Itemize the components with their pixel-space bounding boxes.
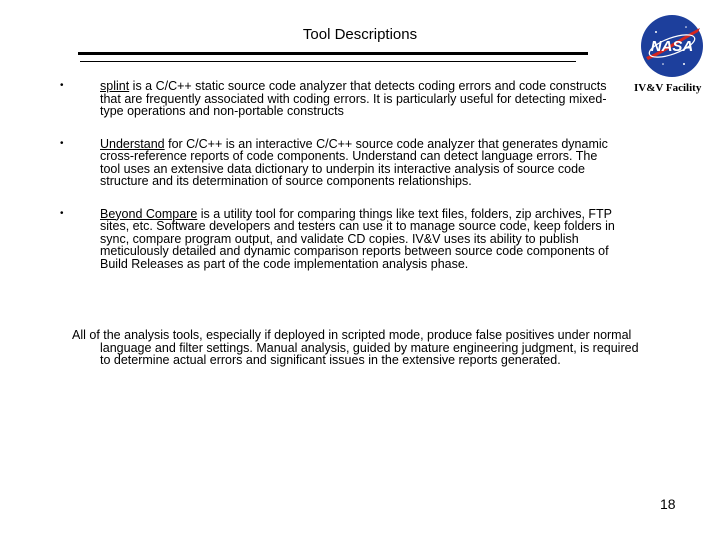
bullet-understand bbox=[60, 138, 620, 188]
bullet-text: is a C/C++ static source code analyzer that detects coding errors and code constructs that are frequently associated with coding errors. It is particularly useful for detecting mixed-type operations and non-portable constructs bbox=[100, 79, 607, 118]
tool-bullet-list bbox=[60, 80, 620, 290]
nasa-logo-text: NASA bbox=[650, 38, 694, 55]
link-beyond-compare[interactable]: Beyond Compare bbox=[100, 206, 198, 221]
bullet-marker: • bbox=[60, 207, 64, 219]
title-rule-thick bbox=[78, 52, 588, 55]
summary-paragraph: All of the analysis tools, especially if deployed in scripted mode, produce false positives under normal language and filter settings. Manual analysis, guided by mature engineering judgment, is required to determine actual errors and significant issues in the extensive reports generated. bbox=[72, 328, 639, 367]
bullet-marker: • bbox=[60, 137, 64, 149]
facility-label: IV&V Facility bbox=[634, 82, 702, 94]
bullet-text: is a utility tool for comparing things like text files, folders, zip archives, FTP sites, etc. Software developers and testers can use it to manage source code, keep folders in sync, compare program output, and validate CD copies. IV&V uses its ability to publish meticulously detailed and dynamic comparison reports between source code components of Build Releases as part of the code implementation analysis phase. bbox=[100, 206, 615, 271]
bullet-text: for C/C++ is an interactive C/C++ source code analyzer that generates dynamic cross-reference reports of code components. Understand can detect language errors. The tool uses an extensive data dictionary to underpin its interactive analysis of source code structure and its determination of source components relationships. bbox=[100, 136, 608, 188]
link-splint[interactable]: splint bbox=[100, 79, 130, 93]
bullet-beyond-compare bbox=[60, 208, 620, 271]
title-rule-thin bbox=[80, 61, 576, 62]
slide-title: Tool Descriptions bbox=[302, 26, 418, 43]
bullet-splint bbox=[60, 80, 620, 118]
bullet-marker: • bbox=[60, 80, 64, 91]
link-understand[interactable]: Understand bbox=[100, 136, 165, 151]
nasa-logo bbox=[636, 12, 708, 80]
page-number: 18 bbox=[660, 496, 676, 512]
